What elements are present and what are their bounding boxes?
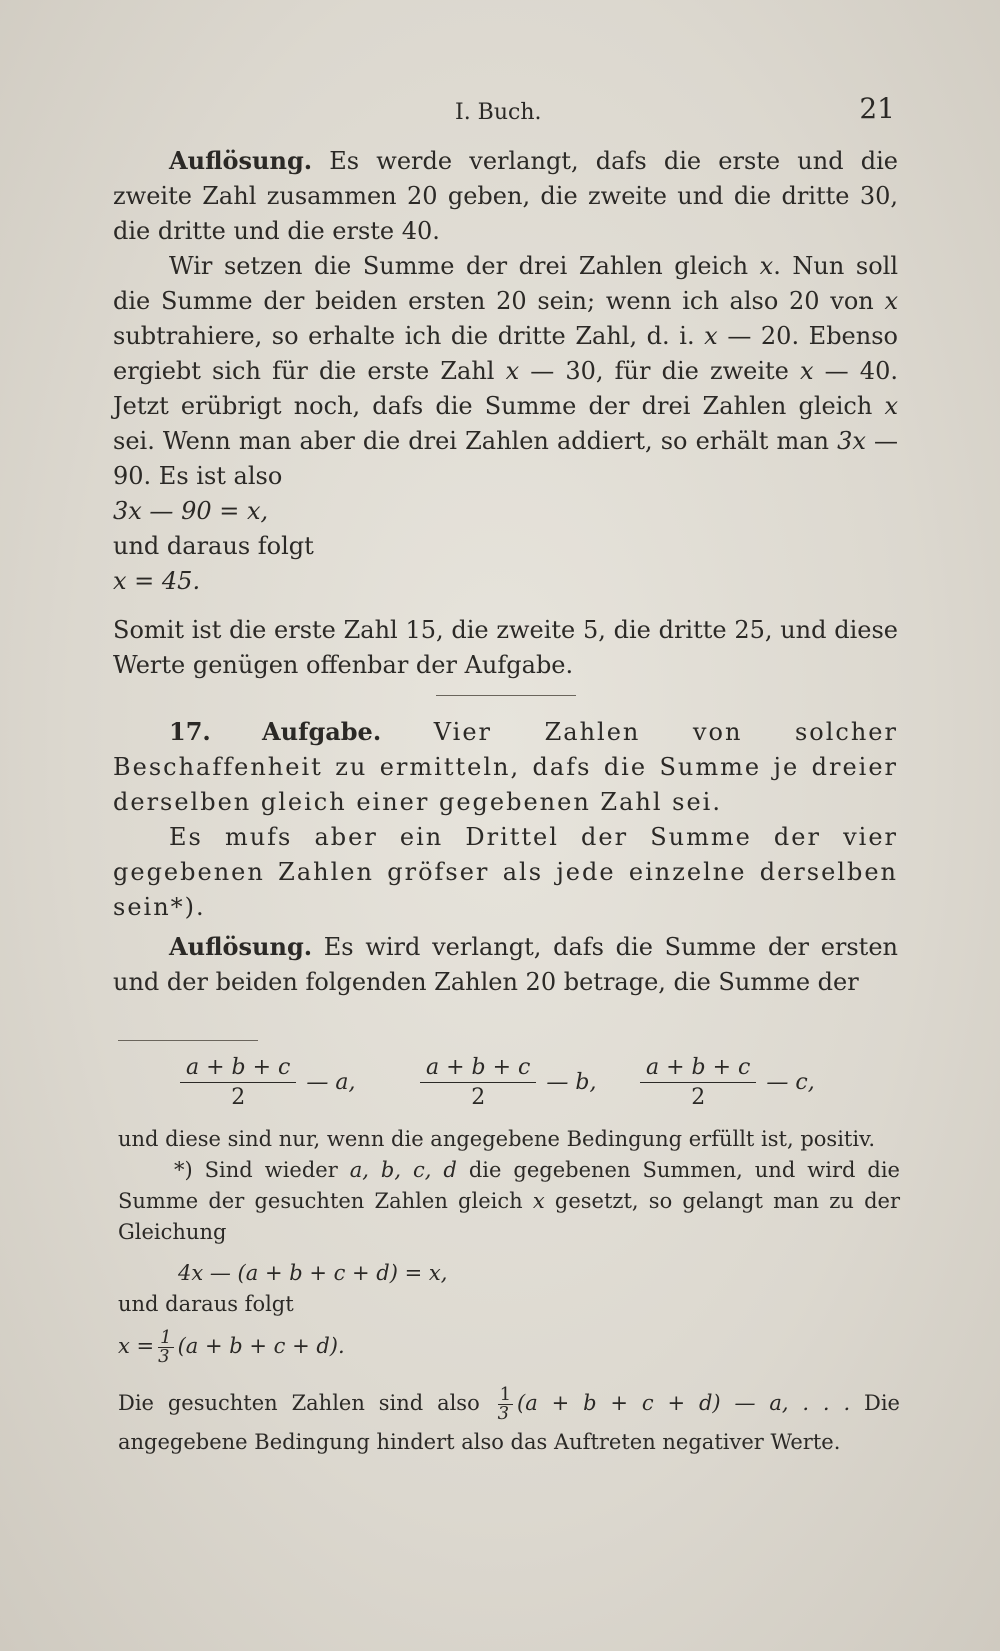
text-run: Wir setzen die Summe der drei Zahlen gleich — [169, 252, 760, 280]
text-run: — 30, für die zweite — [519, 357, 801, 385]
math-var: 3x — [837, 427, 866, 455]
numerator: a + b + c — [640, 1055, 756, 1083]
equation-2: x = 45. — [113, 567, 201, 595]
math-var: x — [759, 252, 774, 280]
fraction — [498, 1386, 513, 1423]
fraction-suffix: — a, — [306, 1070, 356, 1095]
footnote-line-positive: und diese sind nur, wenn die angegebene Bedingung erfüllt ist, positiv. — [118, 1127, 876, 1151]
task-17-condition: Es mufs aber ein Drittel der Summe der vier gegebenen Zahlen gröfser als jede einzelne derselben sein*). — [113, 823, 898, 921]
solution-heading: Auflösung. — [169, 932, 313, 961]
text-run: . Nun soll die Summe der beiden ersten 20 sein; wenn ich also 20 von — [113, 252, 898, 315]
equation-1: 3x — 90 = x, — [113, 497, 269, 525]
fraction — [420, 1055, 536, 1110]
fraction-suffix: — b, — [546, 1070, 597, 1095]
text-run: die gegebenen Summen, und wird die Summe der gesuchten Zahlen gleich — [118, 1158, 900, 1213]
denominator: 2 — [231, 1085, 246, 1110]
fraction-term-b — [420, 1055, 596, 1113]
fraction — [180, 1055, 296, 1110]
math-var: x — [884, 287, 898, 315]
numerator: 1 — [160, 1327, 172, 1348]
main-text — [113, 143, 898, 1000]
paragraph-solution-17 — [113, 929, 898, 1000]
math-var: a, b, c, d — [349, 1158, 457, 1182]
denominator: 3 — [497, 1403, 510, 1424]
fraction-term-c — [640, 1055, 815, 1113]
paragraph-solution-16 — [113, 143, 898, 249]
denominator: 3 — [158, 1346, 170, 1367]
page-number: 21 — [859, 92, 895, 125]
denominator: 2 — [691, 1085, 706, 1110]
numerator: 1 — [499, 1384, 512, 1405]
denominator: 2 — [471, 1085, 486, 1110]
text-run: *) Sind wieder — [174, 1158, 350, 1182]
math-var: x — [505, 357, 520, 385]
running-head: I. Buch. — [455, 100, 542, 125]
solution-text: Es wird verlangt, dafs die Summe der ersten und der beiden folgenden Zahlen 20 betrage, die Summe der — [113, 933, 898, 996]
fraction-suffix: — c, — [766, 1070, 815, 1095]
footnote-daraus-folgt: und daraus folgt — [118, 1292, 294, 1316]
math-var: x — [532, 1189, 545, 1213]
fraction — [158, 1329, 173, 1366]
footnote-equation-2 — [118, 1324, 900, 1368]
footnote-equation-1: 4x — (a + b + c + d) = x, — [178, 1261, 448, 1285]
math-expression: (a + b + c + d) — a, . . . — [517, 1391, 851, 1415]
text-run: — 40. Jetzt erübrigt noch, dafs die Summe der drei Zahlen gleich — [113, 357, 898, 420]
page-header — [115, 92, 895, 132]
numerator: a + b + c — [420, 1055, 536, 1083]
text-run: gesetzt, so gelangt man zu der Gleichung — [118, 1189, 900, 1244]
text-run: sei. Wenn man aber die drei Zahlen addiert, so erhält man — [113, 427, 838, 455]
fraction-row — [170, 1055, 890, 1113]
math-text: (a + b + c + d). — [177, 1334, 345, 1358]
math-text: x = — [118, 1334, 155, 1358]
paragraph-result: Somit ist die erste Zahl 15, die zweite 5, die dritte 25, und diese Werte genügen offenbar der Aufgabe. — [113, 616, 898, 679]
text-run: — 90. Es ist also — [113, 427, 898, 490]
text-run: — 20. Ebenso ergiebt sich für die erste Zahl — [113, 322, 898, 385]
task-heading: 17. Aufgabe. — [169, 717, 382, 746]
paragraph-sum-x — [113, 249, 898, 494]
text-run: Die angegebene Bedingung hindert also das Auftreten negativer Werte. — [118, 1391, 900, 1454]
fraction — [640, 1055, 756, 1110]
daraus-folgt-1: und daraus folgt — [113, 532, 314, 560]
footnote-block — [118, 1124, 900, 1461]
math-var: x — [800, 357, 814, 385]
numerator: a + b + c — [180, 1055, 296, 1083]
fraction-term-a — [180, 1055, 355, 1113]
solution-heading: Auflösung. — [169, 146, 313, 175]
math-var: x — [884, 392, 898, 420]
footnote-star — [118, 1155, 900, 1248]
solution-text: Es werde verlangt, dafs die erste und die zweite Zahl zusammen 20 geben, die zweite und die dritte 30, die dritte und die erste 40. — [113, 147, 898, 245]
section-divider — [436, 695, 576, 696]
task-text: Vier Zahlen von solcher Beschaffenheit zu ermitteln, dafs die Summe je dreier derselben gleich einer gegebenen Zahl sei. — [113, 718, 898, 816]
task-17 — [113, 714, 898, 820]
text-run: subtrahiere, so erhalte ich die dritte Zahl, d. i. — [113, 322, 705, 350]
text-run: Die gesuchten Zahlen sind also — [118, 1391, 494, 1415]
math-var: x — [704, 322, 718, 350]
footnote-divider — [118, 1040, 258, 1041]
footnote-conclusion — [118, 1384, 900, 1461]
